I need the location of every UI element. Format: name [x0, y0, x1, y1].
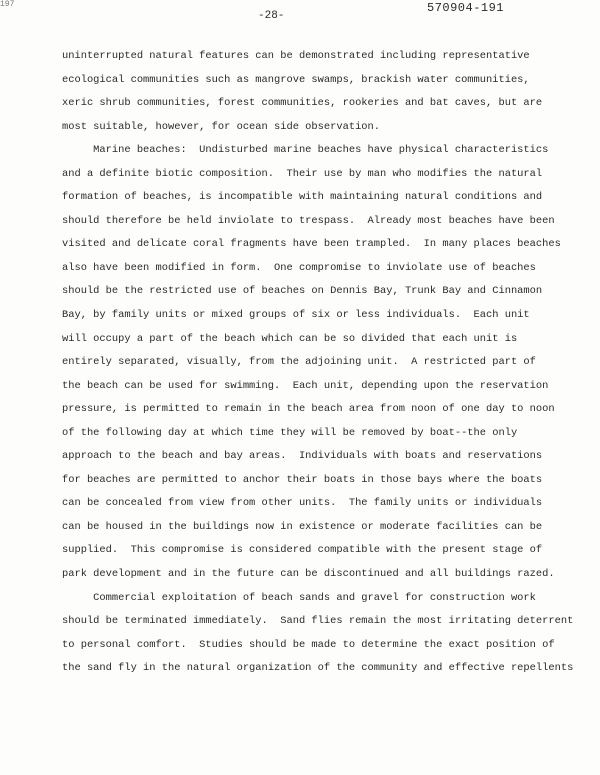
text-line: approach to the beach and bay areas. Individuals with boats and reservations: [62, 450, 543, 463]
text-line: most suitable, however, for ocean side observation.: [62, 120, 381, 133]
text-line: should be terminated immediately. Sand flies remain the most irritating deterrent: [62, 615, 574, 628]
text-line: xeric shrub communities, forest communities, rookeries and bat caves, but are: [62, 97, 543, 110]
text-line: for beaches are permitted to anchor their boats in those bays where the boats: [62, 473, 543, 486]
text-line: Bay, by family units or mixed groups of six or less individuals. Each unit: [62, 309, 530, 322]
paragraph: [62, 587, 574, 681]
text-line: Marine beaches: Undisturbed marine beaches have physical characteristics: [62, 144, 549, 157]
text-line: can be concealed from view from other units. The family units or individuals: [62, 497, 543, 510]
text-line: Commercial exploitation of beach sands and gravel for construction work: [62, 591, 536, 604]
paragraph: [62, 45, 562, 139]
text-line: can be housed in the buildings now in existence or moderate facilities can be: [62, 520, 543, 533]
text-line: also have been modified in form. One compromise to inviolate use of beaches: [62, 261, 536, 274]
text-line: the beach can be used for swimming. Each unit, depending upon the reservation: [62, 379, 549, 392]
text-line: should be the restricted use of beaches on Dennis Bay, Trunk Bay and Cinnamon: [62, 285, 543, 298]
text-line: formation of beaches, is incompatible with maintaining natural conditions and: [62, 191, 543, 204]
page-number: -28-: [258, 10, 285, 22]
text-line: entirely separated, visually, from the adjoining unit. A restricted part of: [62, 356, 536, 369]
text-line: will occupy a part of the beach which can be so divided that each unit is: [62, 332, 518, 345]
text-line: ecological communities such as mangrove swamps, brackish water communities,: [62, 73, 530, 86]
text-line: the sand fly in the natural organization of the community and effective repellents: [62, 662, 574, 675]
text-line: should therefore be held inviolate to trespass. Already most beaches have been: [62, 214, 555, 227]
text-line: uninterrupted natural features can be demonstrated including representative: [62, 50, 530, 62]
corner-mark: 197: [0, 0, 15, 9]
document-id: 570904-191: [427, 1, 505, 15]
body-text: [62, 45, 574, 681]
text-line: of the following day at which time they will be removed by boat--the only: [62, 426, 518, 439]
text-line: pressure, is permitted to remain in the beach area from noon of one day to noon: [62, 403, 555, 416]
text-line: park development and in the future can be discontinued and all buildings razed.: [62, 568, 555, 581]
text-line: supplied. This compromise is considered compatible with the present stage of: [62, 544, 543, 557]
text-line: to personal comfort. Studies should be made to determine the exact position of: [62, 638, 555, 651]
paragraph: [62, 139, 562, 586]
text-line: visited and delicate coral fragments have been trampled. In many places beaches: [62, 238, 561, 251]
text-line: and a definite biotic composition. Their use by man who modifies the natural: [62, 167, 543, 180]
